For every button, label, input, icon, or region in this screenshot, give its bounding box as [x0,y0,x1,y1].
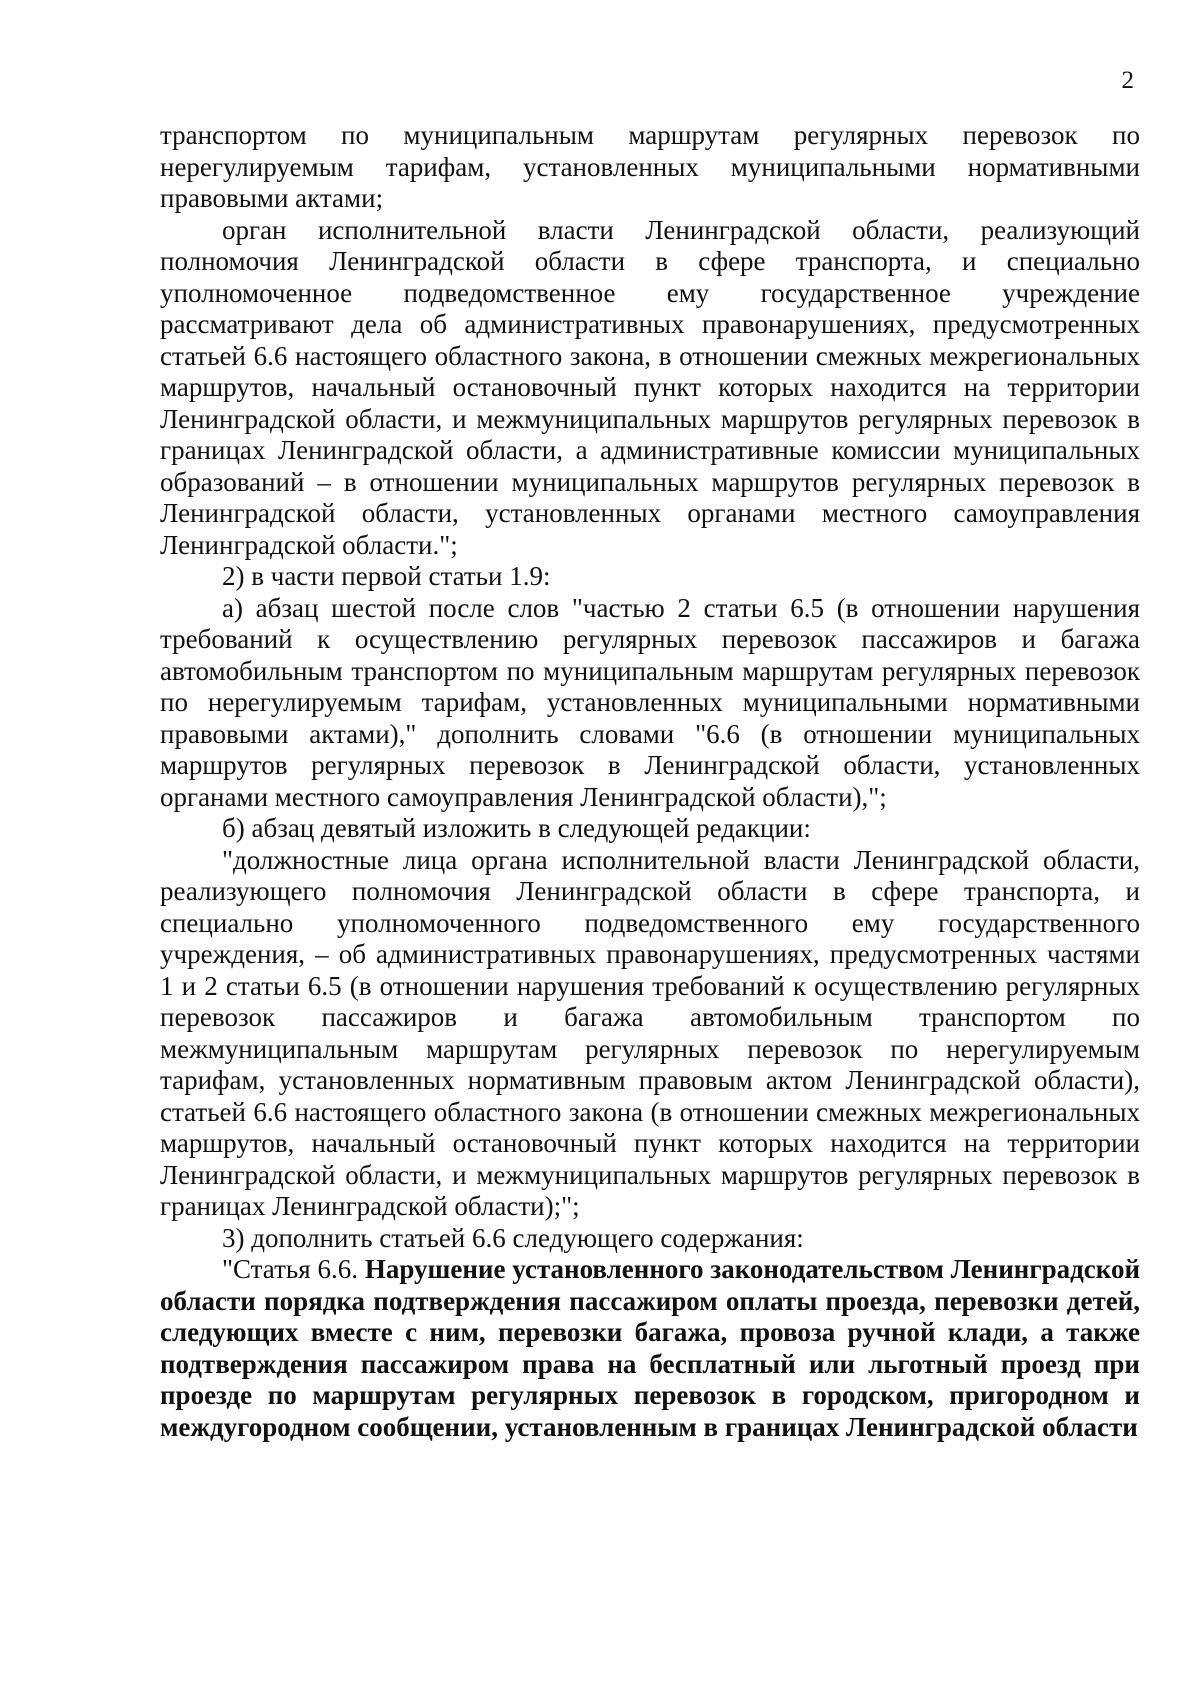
paragraph-item-2b: б) абзац девятый изложить в следующей редакции: [222,813,811,843]
document-body [160,120,1140,1443]
article-title: Нарушение установленного законодательством Ленинградской области порядка подтверждения пассажиром оплаты проезда, перевозки детей, следующих вместе с ним, перевозки багажа, провоза ручной клади, а также подтверждения пассажиром права на бесплатный или льготный проезд при проезде по маршрутам регулярных перевозок в городском, пригородном и междугородном сообщении, установленным в границах Ленинградской области [160,1254,1140,1442]
paragraph-officials: "должностные лица органа исполнительной власти Ленинградской области, реализующего полномочия Ленинградской области в сфере транспорта, и специально уполномоченного подведомственного ему государственного учреждения, – об административных правонарушениях, предусмотренных частями 1 и 2 статьи 6.5 (в отношении нарушения требований к осуществлению регулярных перевозок пассажиров и багажа автомобильным транспортом по межмуниципальным маршрутам регулярных перевозок по нерегулируемым тарифам, установленных нормативным правовым актом Ленинградской области), статьей 6.6 настоящего областного закона (в отношении смежных межрегиональных маршрутов, начальный остановочный пункт которых находится на территории Ленинградской области, и межмуниципальных маршрутов регулярных перевозок в границах Ленинградской области);"; [160,844,1140,1221]
paragraph-item-2: 2) в части первой статьи 1.9: [222,561,551,591]
paragraph-authority: орган исполнительной власти Ленинградской области, реализующий полномочия Ленинградской области в сфере транспорта, и специально уполномоченное подведомственное ему государственное учреждение рассматривают дела об административных правонарушениях, предусмотренных статьей 6.6 настоящего областного закона, в отношении смежных межрегиональных маршрутов, начальный остановочный пункт которых находится на территории Ленинградской области, и межмуниципальных маршрутов регулярных перевозок в границах Ленинградской области, а административные комиссии муниципальных образований – в отношении муниципальных маршрутов регулярных перевозок в Ленинградской области, установленных органами местного самоуправления Ленинградской области."; [160,214,1140,560]
paragraph-continuation: транспортом по муниципальным маршрутам регулярных перевозок по нерегулируемым тарифам, установленных муниципальными нормативными правовыми актами; [160,120,1140,213]
article-prefix: "Статья 6.6. [222,1254,365,1284]
paragraph-item-2a: а) абзац шестой после слов "частью 2 статьи 6.5 (в отношении нарушения требований к осуществлению регулярных перевозок пассажиров и багажа автомобильным транспортом по муниципальным маршрутам регулярных перевозок по нерегулируемым тарифам, установленных муниципальными нормативными правовыми актами)," дополнить словами "6.6 (в отношении муниципальных маршрутов регулярных перевозок в Ленинградской области, установленных органами местного самоуправления Ленинградской области),"; [160,592,1140,812]
paragraph-item-3: 3) дополнить статьей 6.6 следующего содержания: [222,1222,804,1253]
page-number: 2 [1121,67,1134,94]
article-heading [160,1254,1140,1443]
